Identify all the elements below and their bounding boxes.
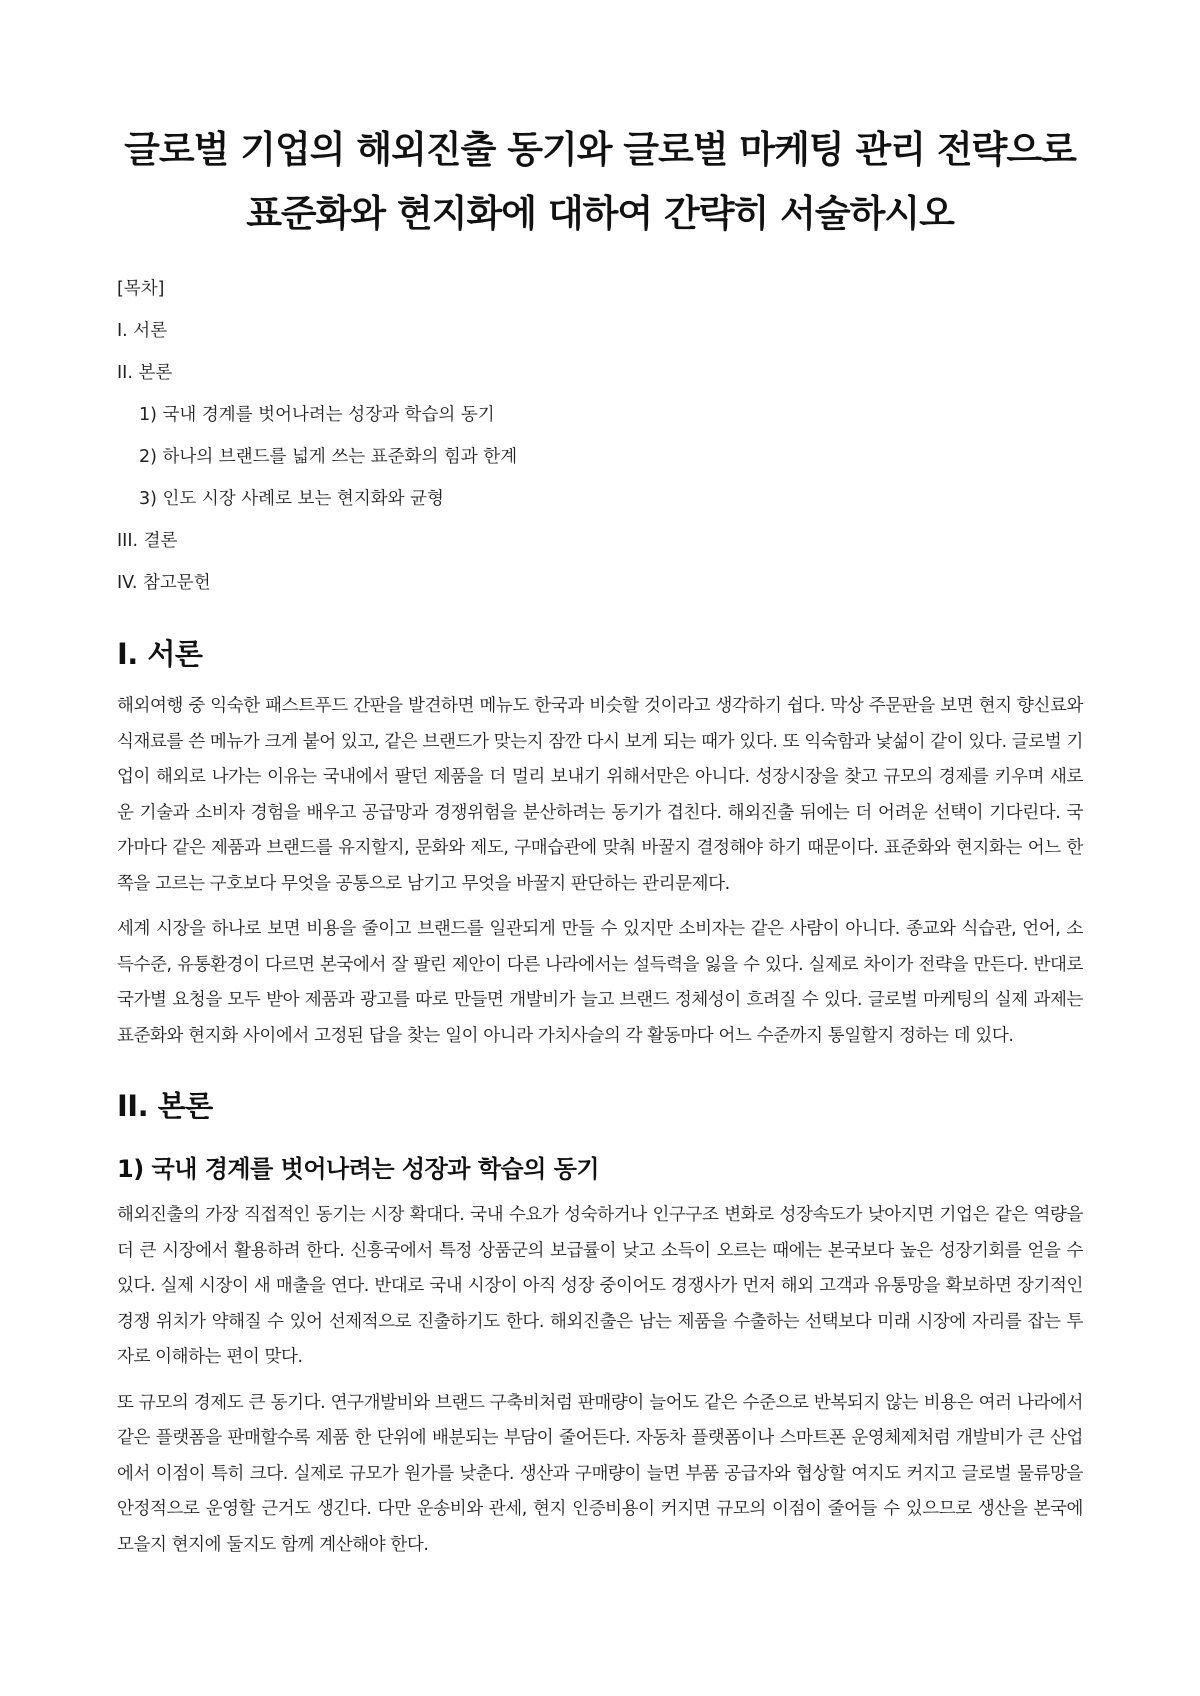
toc-subitem: 3) 인도 시장 사례로 보는 현지화와 균형	[139, 489, 444, 509]
title-line-2: 표준화와 현지화에 대하여 간략히 서술하시오	[246, 192, 954, 235]
paragraph: 세계 시장을 하나로 보면 비용을 줄이고 브랜드를 일관되게 만들 수 있지만 소비자는 같은 사람이 아니다. 종교와 식습관, 언어, 소득수준, 유통환경이 다르면 본국에서 잘 팔린 제안이 다른 나라에서는 설득력을 잃을 수 있다. 실제로 차이가 전략을 만든다. 반대로 국가별 요청을 모두 받아 제품과 광고를 따로 만들면 개발비가 늘고 브랜드 정체성이 흐려질 수 있다. 글로벌 마케팅의 실제 과제는 표준화와 현지화 사이에서 고정된 답을 찾는 일이 아니라 가치사슬의 각 활동마다 어느 수준까지 통일할지 정하는 데 있다.	[117, 919, 1083, 1046]
toc-item: II. 본론	[117, 363, 173, 383]
paragraph: 해외여행 중 익숙한 패스트푸드 간판을 발견하면 메뉴도 한국과 비슷할 것이라고 생각하기 쉽다. 막상 주문판을 보면 현지 향신료와 식재료를 쓴 메뉴가 크게 붙어 있고, 같은 브랜드가 맞는지 잠깐 다시 보게 되는 때가 있다. 또 익숙함과 낯섦이 같이 있다. 글로벌 기업이 해외로 나가는 이유는 국내에서 팔던 제품을 더 멀리 보내기 위해서만은 아니다. 성장시장을 찾고 규모의 경제를 키우며 새로운 기술과 소비자 경험을 배우고 공급망과 경쟁위험을 분산하려는 동기가 겹친다. 해외진출 뒤에는 더 어려운 선택이 기다린다. 국가마다 같은 제품과 브랜드를 유지할지, 문화와 제도, 구매습관에 맞춰 바꿀지 결정해야 하기 때문이다. 표준화와 현지화는 어느 한쪽을 고르는 구호보다 무엇을 공통으로 남기고 무엇을 바꿀지 판단하는 관리문제다.	[117, 696, 1083, 894]
toc-item: I. 서론	[117, 321, 168, 341]
section-heading-body: II. 본론	[117, 1089, 213, 1123]
toc-heading: [목차]	[117, 279, 165, 299]
document-title	[117, 0, 1083, 246]
section-heading-introduction: I. 서론	[117, 637, 203, 671]
toc-subitem: 2) 하나의 브랜드를 넓게 쓰는 표준화의 힘과 한계	[139, 447, 518, 467]
table-of-contents	[117, 268, 1083, 604]
paragraph: 또 규모의 경제도 큰 동기다. 연구개발비와 브랜드 구축비처럼 판매량이 늘어도 같은 수준으로 반복되지 않는 비용은 여러 나라에서 같은 플랫폼을 판매할수록 제품 한 단위에 배분되는 부담이 줄어든다. 자동차 플랫폼이나 스마트폰 운영체제처럼 개발비가 큰 산업에서 이점이 특히 크다. 실제로 규모가 원가를 낮춘다. 생산과 구매량이 늘면 부품 공급자와 협상할 여지도 커지고 글로벌 물류망을 안정적으로 운영할 근거도 생긴다. 다만 운송비와 관세, 현지 인증비용이 커지면 규모의 이점이 줄어들 수 있으므로 생산을 본국에 모을지 현지에 둘지도 함께 계산해야 한다.	[117, 1392, 1083, 1555]
title-line-1: 글로벌 기업의 해외진출 동기와 글로벌 마케팅 관리 전략으로	[124, 128, 1076, 171]
toc-item: IV. 참고문헌	[117, 573, 211, 593]
paragraph: 해외진출의 가장 직접적인 동기는 시장 확대다. 국내 수요가 성숙하거나 인구구조 변화로 성장속도가 낮아지면 기업은 같은 역량을 더 큰 시장에서 활용하려 한다. 신흥국에서 특정 상품군의 보급률이 낮고 소득이 오르는 때에는 본국보다 높은 성장기회를 얻을 수 있다. 실제 시장이 새 매출을 연다. 반대로 국내 시장이 아직 성장 중이어도 경쟁사가 먼저 해외 고객과 유통망을 확보하면 장기적인 경쟁 위치가 약해질 수 있어 선제적으로 진출하기도 한다. 해외진출은 남는 제품을 수출하는 선택보다 미래 시장에 자리를 잡는 투자로 이해하는 편이 맞다.	[117, 1205, 1083, 1367]
subsection-heading: 1) 국내 경계를 벗어나려는 성장과 학습의 동기	[117, 1155, 600, 1183]
toc-subitem: 1) 국내 경계를 벗어나려는 성장과 학습의 동기	[139, 405, 495, 425]
toc-item: III. 결론	[117, 531, 178, 551]
